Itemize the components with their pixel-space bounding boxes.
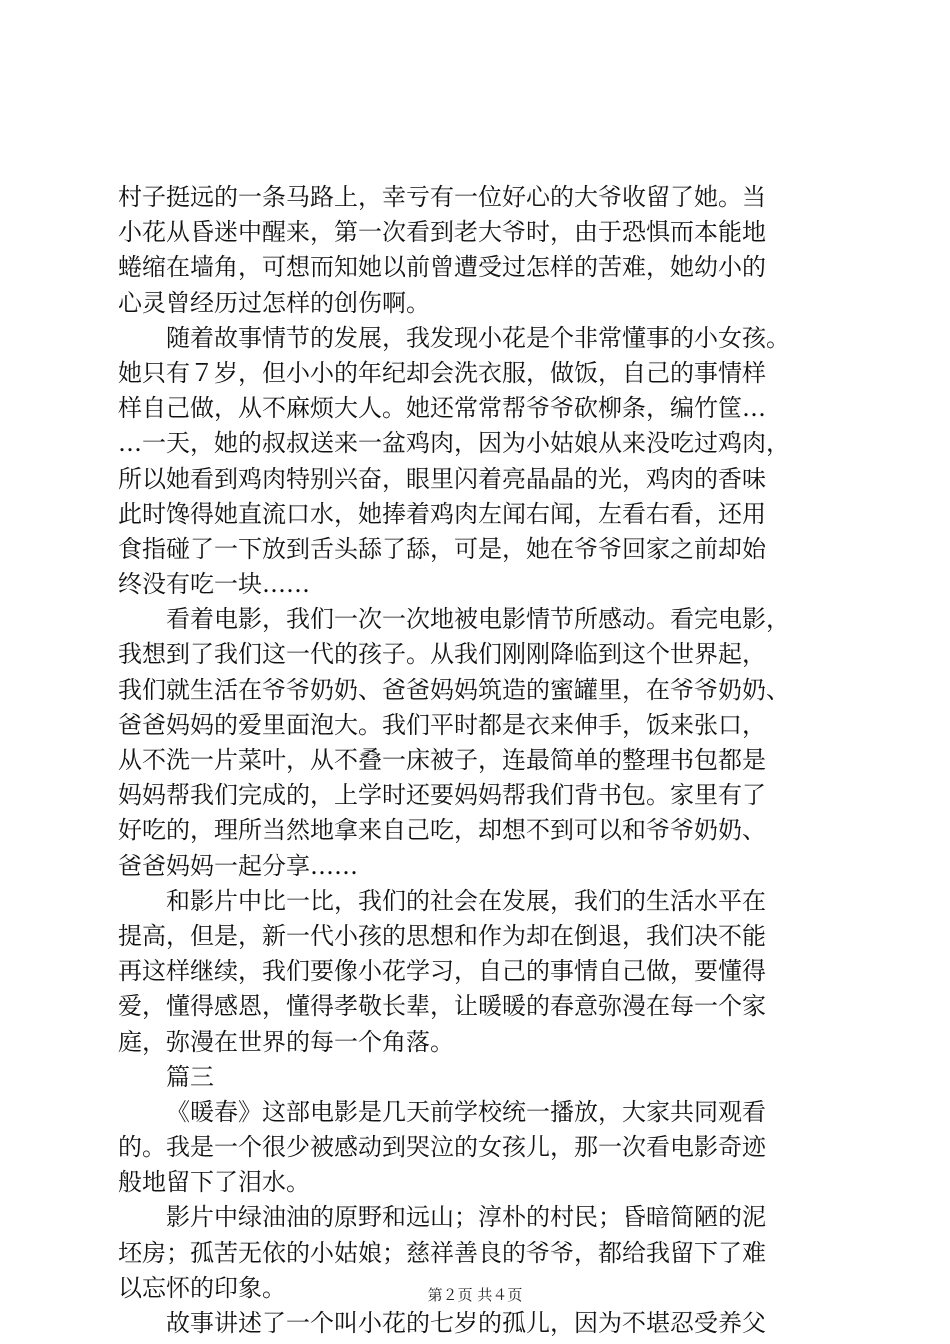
text-line: 小花从昏迷中醒来，第一次看到老大爷时，由于恐惧而本能地 bbox=[118, 218, 766, 247]
text-line: 好吃的，理所当然地拿来自己吃，却想不到可以和爷爷奶奶、 bbox=[118, 816, 766, 845]
text-line: 我们就生活在爷爷奶奶、爸爸妈妈筑造的蜜罐里，在爷爷奶奶、 bbox=[118, 675, 790, 704]
text-line: 此时馋得她直流口水，她捧着鸡肉左闻右闻，左看右看，还用 bbox=[118, 499, 766, 528]
text-line: 随着故事情节的发展，我发现小花是个非常懂事的小女孩。 bbox=[166, 323, 790, 352]
text-line: 村子挺远的一条马路上，幸亏有一位好心的大爷收留了她。当 bbox=[118, 183, 766, 211]
text-line: 影片中绿油油的原野和远山；淳朴的村民；昏暗简陋的泥 bbox=[166, 1203, 766, 1232]
text-line: 心灵曾经历过怎样的创伤啊。 bbox=[118, 288, 430, 317]
page-footer: 第２页 共４页 bbox=[427, 1286, 523, 1304]
text-line: 再这样继续，我们要像小花学习，自己的事情自己做，要懂得 bbox=[118, 957, 766, 986]
text-line: 以忘怀的印象。 bbox=[118, 1273, 286, 1302]
text-line: 的。我是一个很少被感动到哭泣的女孩儿，那一次看电影奇迹 bbox=[118, 1133, 766, 1162]
text-line: 看着电影，我们一次一次地被电影情节所感动。看完电影， bbox=[166, 605, 790, 634]
text-line: 庭，弥漫在世界的每一个角落。 bbox=[118, 1027, 454, 1056]
text-line: 终没有吃一块…… bbox=[118, 570, 310, 599]
text-line: 所以她看到鸡肉特别兴奋，眼里闪着亮晶晶的光，鸡肉的香味 bbox=[118, 464, 766, 493]
text-line: 故事讲述了一个叫小花的七岁的孤儿，因为不堪忍受养父 bbox=[166, 1309, 766, 1337]
text-line: 篇三 bbox=[166, 1062, 214, 1091]
document-body bbox=[118, 180, 848, 1341]
text-line: 爱，懂得感恩，懂得孝敬长辈，让暖暖的春意弥漫在每一个家 bbox=[118, 992, 766, 1021]
text-line: 爸爸妈妈一起分享…… bbox=[118, 851, 358, 880]
text-line: 《暖春》这部电影是几天前学校统一播放，大家共同观看 bbox=[166, 1097, 766, 1126]
text-line: 坯房；孤苦无依的小姑娘；慈祥善良的爷爷，都给我留下了难 bbox=[118, 1238, 766, 1267]
text-line: …一天，她的叔叔送来一盆鸡肉，因为小姑娘从来没吃过鸡肉， bbox=[118, 429, 790, 458]
text-line: 蜷缩在墙角，可想而知她以前曾遭受过怎样的苦难，她幼小的 bbox=[118, 253, 766, 282]
text-line: 从不洗一片菜叶，从不叠一床被子，连最简单的整理书包都是 bbox=[118, 746, 766, 774]
text-line: 和影片中比一比，我们的社会在发展，我们的生活水平在 bbox=[166, 886, 766, 915]
text-line: 食指碰了一下放到舌头舔了舔，可是，她在爷爷回家之前却始 bbox=[118, 534, 766, 563]
text-line: 爸爸妈妈的爱里面泡大。我们平时都是衣来伸手，饭来张口， bbox=[118, 710, 766, 739]
text-line: 她只有７岁，但小小的年纪却会洗衣服，做饭，自己的事情样 bbox=[118, 358, 766, 387]
text-line: 我想到了我们这一代的孩子。从我们刚刚降临到这个世界起， bbox=[118, 640, 766, 669]
text-line: 妈妈帮我们完成的，上学时还要妈妈帮我们背书包。家里有了 bbox=[118, 781, 766, 810]
text-line: 般地留下了泪水。 bbox=[118, 1168, 310, 1197]
text-line: 样自己做，从不麻烦大人。她还常常帮爷爷砍柳条，编竹筐… bbox=[118, 394, 766, 423]
text-line: 提高，但是，新一代小孩的思想和作为却在倒退，我们决不能 bbox=[118, 921, 766, 950]
